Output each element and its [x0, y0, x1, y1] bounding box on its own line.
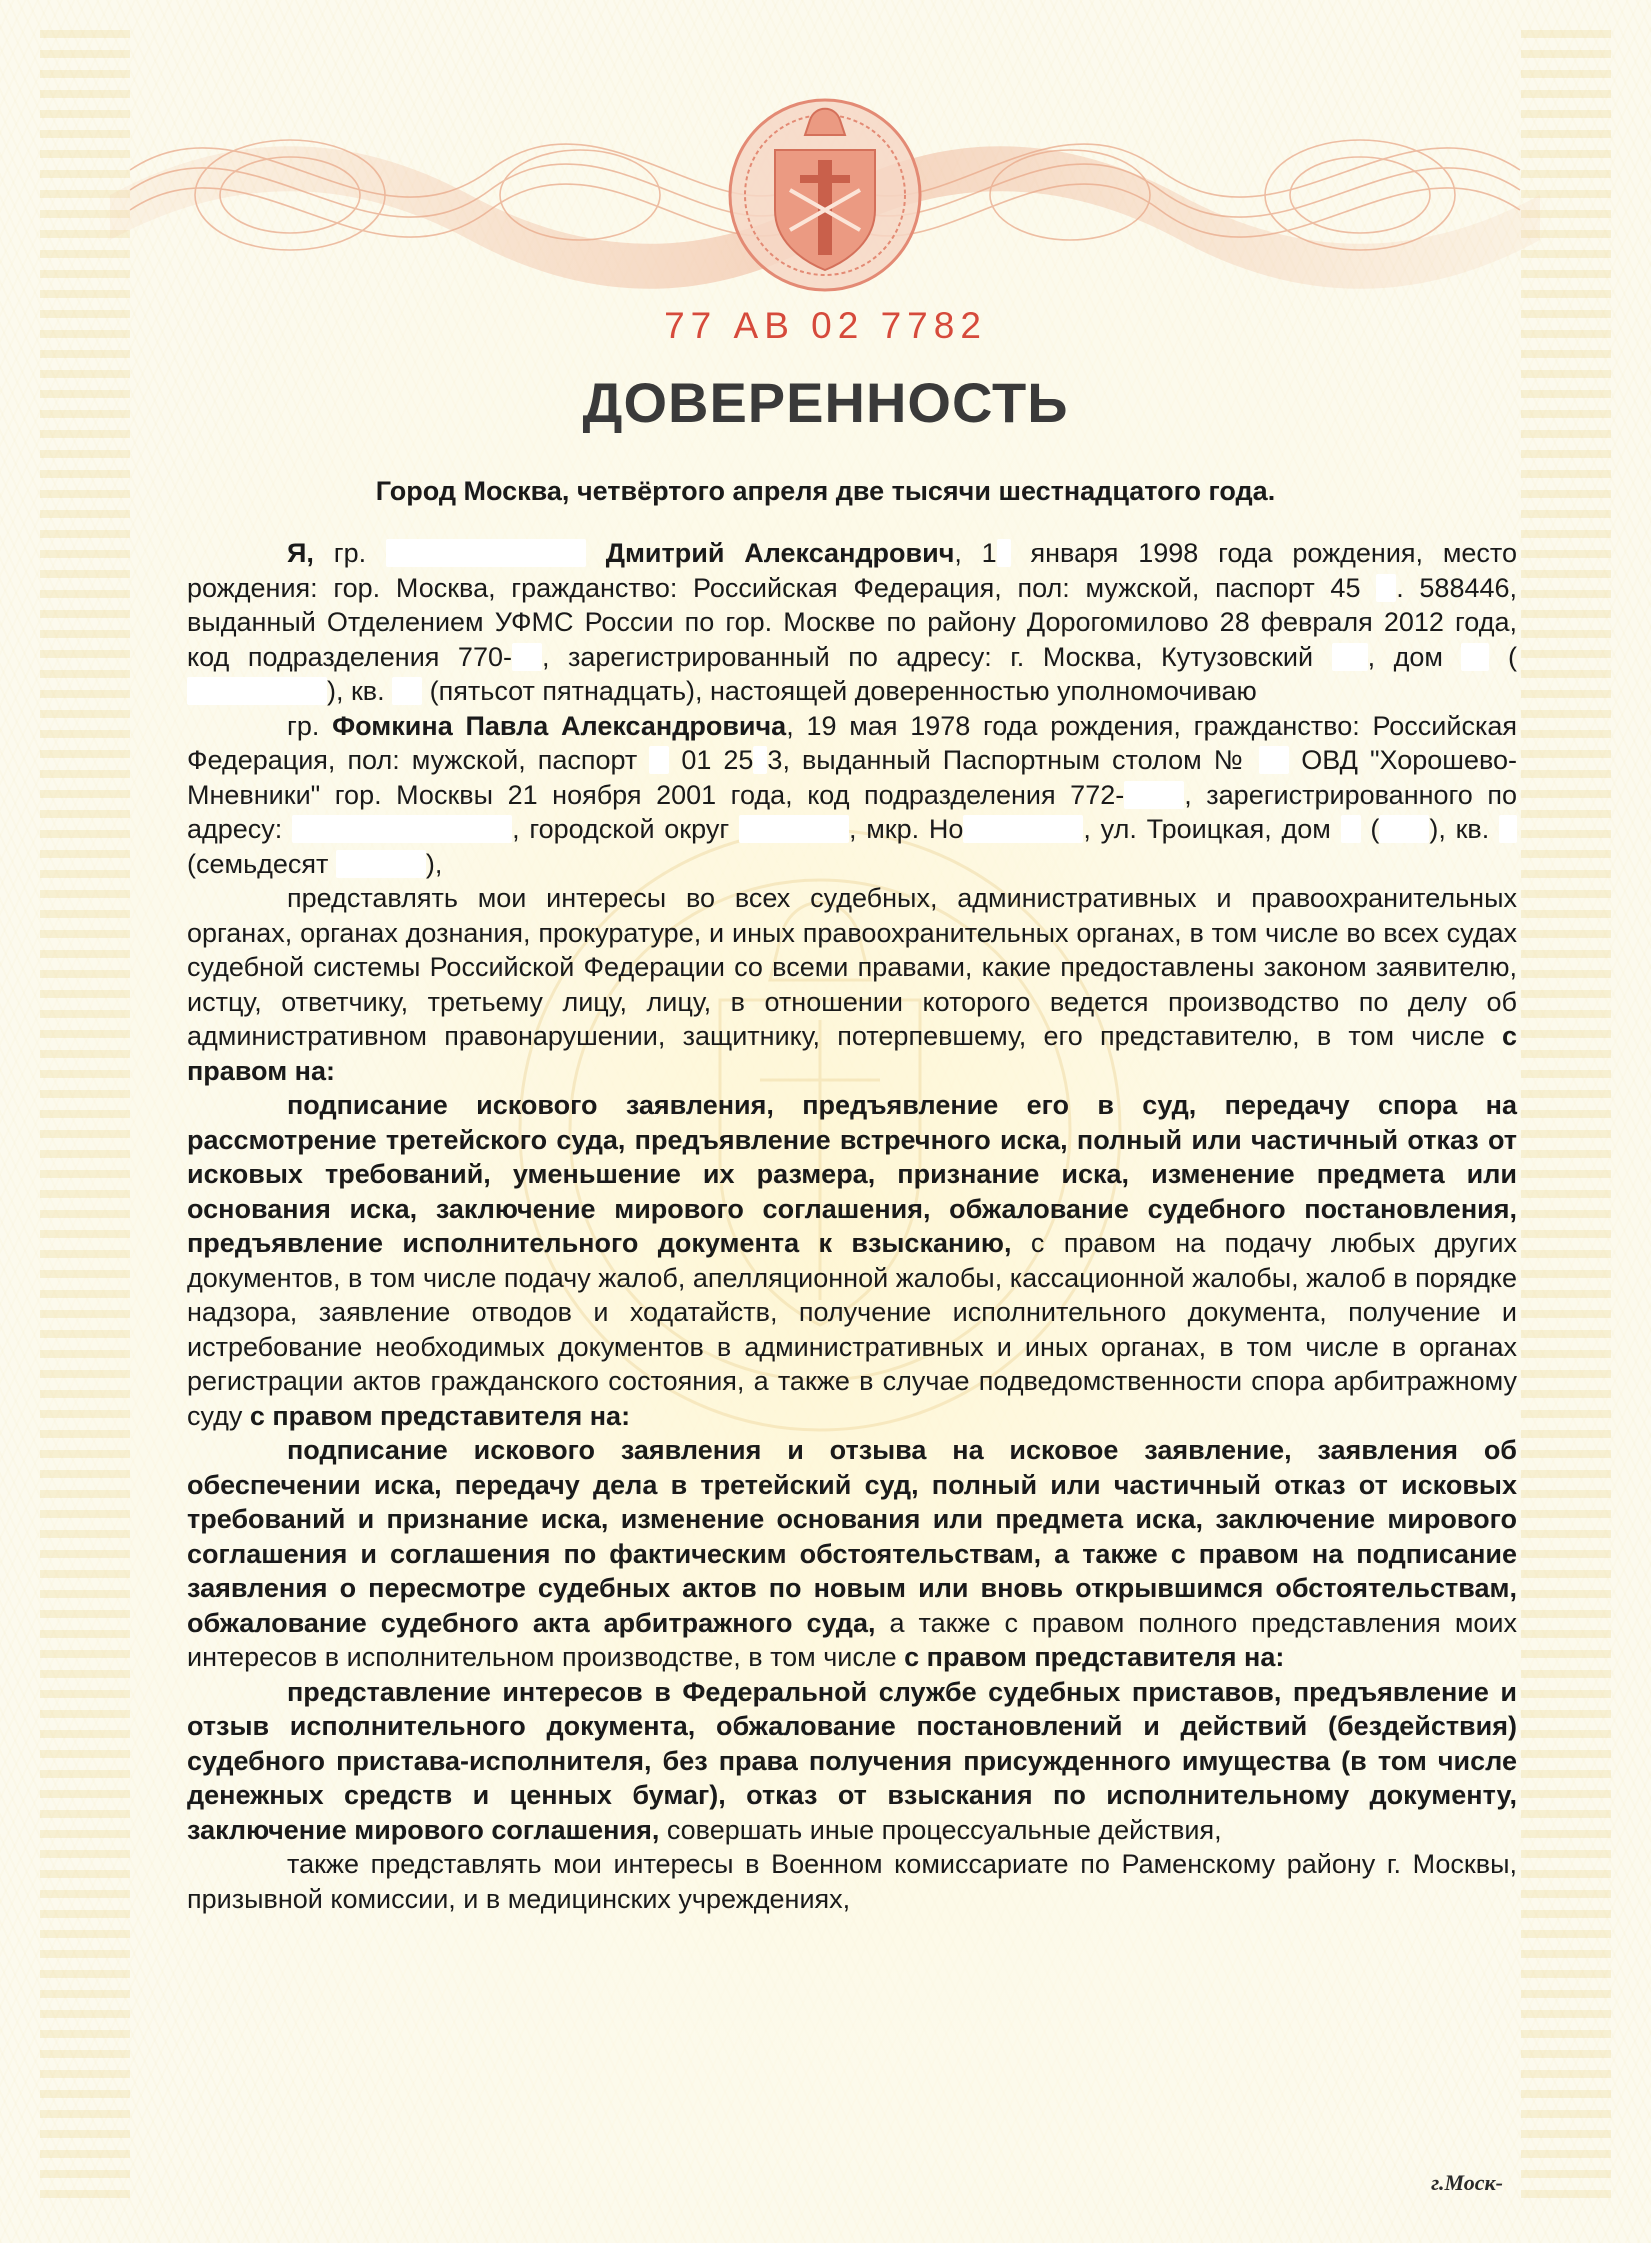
paragraph-powers-military: также представлять мои интересы в Военном комиссариате по Раменскому району г. Москвы, призывной комиссии, и в медицинских учреждениях, [187, 1849, 1517, 1914]
paragraph-powers-court: подписание искового заявления, предъявление его в суд, передачу спора на рассмотрение третейского суда, предъявление встречного иска, полный или частичный отказ от исковых требований, уменьшение их размера, признание иска, изменение предмета или основания иска, заключение мирового соглашения, обжалование судебного постановления, предъявление исполнительного документа к взысканию, с правом на подачу любых других документов, в том числе подачу жалоб, апелляционной жалобы, кассационной жалобы, жалоб в порядке надзора, заявление отводов и ходатайств, получение исполнительного документа, получение и истребование необходимых документов в административных и иных органах, в том числе в органах регистрации актов гражданского состояния, а также в случае подведомственности спора арбитражному суду с правом представителя на: [187, 1090, 1517, 1431]
paragraph-powers-general: представлять мои интересы во всех судебных, административных и правоохранительных органах, органах дознания, прокуратуре, и иных правоохранительных органах, в том числе во всех судах судебной системы Российской Федерации со всеми правами, какие предоставлены законом заявителю, истцу, ответчику, третьему лицу, лицу, в отношении которого ведется производство по делу об административном правонарушении, защитнику, потерпевшему, его представителю, в том числе с правом на: [187, 883, 1517, 1086]
right-guilloche-border [1521, 30, 1611, 2210]
guilloche-band [110, 90, 1540, 300]
redacted-field [386, 539, 586, 567]
redacted-field [963, 815, 1083, 843]
redacted-field [739, 815, 849, 843]
page-continuation-note: г.Моск- [1431, 2170, 1503, 2195]
paragraph-representative: гр. Фомкина Павла Александровича, 19 мая 1978 года рождения, гражданство: Российская Федерация, пол: мужской, паспорт 01 25 3, выданный Паспортным столом № ОВД "Хорошево-Мневники" гор. Москвы 21 ноября 2001 года, код подразделения 772- , зарегистрированного по адресу: , городской округ , мкр. Но , ул. Троицкая, дом ( ), кв. (семьдесят ), [187, 710, 1518, 879]
document-serial-number: 77 АВ 02 7782 [664, 305, 987, 346]
redacted-field [1499, 815, 1517, 843]
redacted-field [1461, 643, 1489, 671]
redacted-field [997, 539, 1011, 567]
redacted-field [1259, 746, 1289, 774]
redacted-field [1379, 815, 1429, 843]
redacted-field [1341, 815, 1361, 843]
paragraph-principal: Я, гр. Дмитрий Александрович, 1 января 1998 года рождения, место рождения: гор. Москва, гражданство: Российская Федерация, пол: мужской, паспорт 45 . 588446, выданный Отделением УФМС России по гор. Москве по району Дорогомилово 28 февраля 2012 года, код подразделения 770- , зарегистрированный по адресу: г. Москва, Кутузовский , дом (), кв. (пятьсот пятнадцать), настоящей доверенностью уполномочиваю [187, 538, 1518, 706]
paragraph-powers-enforcement: представление интересов в Федеральной службе судебных приставов, предъявление и отзыв исполнительного документа, обжалование постановлений и действий (бездействия) судебного пристава-исполнителя, без права получения присужденного имущества (в том числе денежных средств и ценных бумаг), отказ от взыскания по исполнительному документу, заключение мирового соглашения, совершать иные процессуальные действия, [187, 1676, 1517, 1845]
paragraph-powers-arbitration: подписание искового заявления и отзыва на исковое заявление, заявления об обеспечении иска, передачу дела в третейский суд, полный или частичный отказ от исковых требований и признание иска, изменение основания или предмета иска, заключение мирового соглашения и соглашения по фактическим обстоятельствам, а также с правом на подписание заявления о пересмотре судебных актов по новым или вновь открывшимся обстоятельствам, обжалование судебного акта арбитражного суда, а также с правом полного представления моих интересов в исполнительном производстве, в том числе с правом представителя на: [187, 1435, 1517, 1672]
redacted-field [392, 677, 422, 705]
redacted-field [1124, 781, 1184, 809]
notary-seal-icon [730, 100, 920, 290]
redacted-field [649, 746, 669, 774]
redacted-field [1376, 574, 1396, 602]
redacted-field [1332, 643, 1368, 671]
document-title: ДОВЕРЕННОСТЬ [582, 371, 1069, 434]
place-and-date: Город Москва, четвёртого апреля две тысячи шестнадцатого года. [375, 476, 1276, 506]
redacted-field [187, 677, 327, 705]
document-body [187, 536, 1517, 1916]
redacted-field [753, 746, 767, 774]
redacted-field [336, 850, 426, 878]
redacted-field [512, 643, 542, 671]
left-guilloche-border [40, 30, 130, 2210]
redacted-field [292, 815, 512, 843]
